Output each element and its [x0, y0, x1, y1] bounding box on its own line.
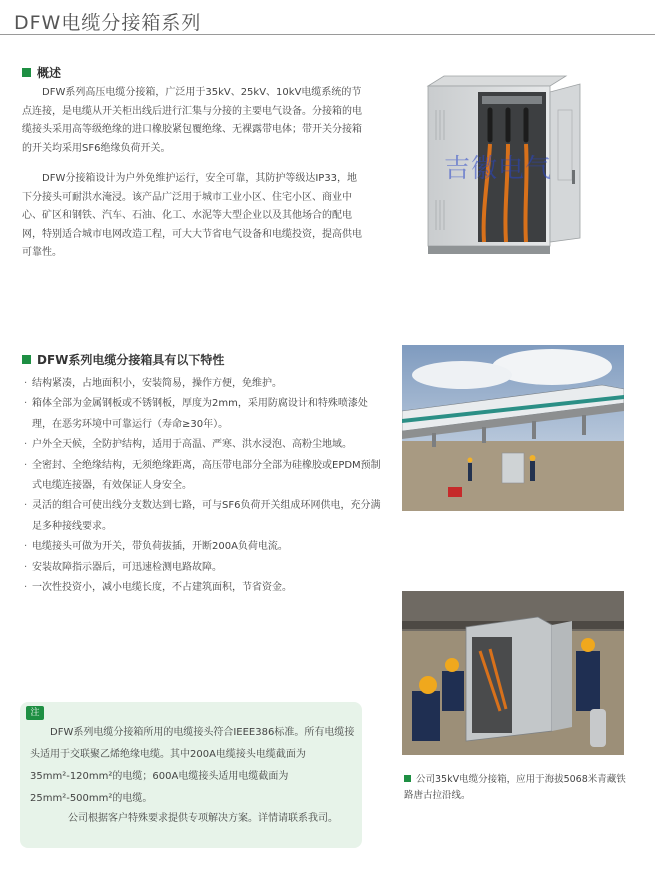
note-paragraph-1: DFW系列电缆分接箱所用的电缆接头符合IEEE386标准。所有电缆接头适用于交联聚乙烯绝缘电缆。其中200A电缆接头电缆截面为35mm²-120mm²的电缆；600A电缆接头适用电缆截面为25mm²-500mm²的电缆。 [30, 727, 355, 804]
feature-item: · 箱体全部为金属钢板或不锈钢板，厚度为2mm，采用防腐设计和特殊喷漆处理，在恶劣环境中可靠运行（寿命≥30年）。 [24, 394, 384, 435]
caption-square-icon [404, 775, 411, 782]
section-square-icon [22, 355, 31, 364]
overview-heading-text: 概述 [37, 66, 62, 80]
note-paragraph-2: 公司根据客户特殊要求提供专项解决方案。详情请联系我司。 [68, 813, 338, 824]
caption-text: 公司35kV电缆分接箱，应用于海拔5068米青藏铁路唐古拉沿线。 [404, 774, 626, 801]
photo-caption [404, 772, 634, 804]
features-heading [22, 351, 224, 368]
feature-item: · 灵活的组合可使出线分支数达到七路，可与SF6负荷开关组成环网供电，充分满足多种接线要求。 [24, 496, 384, 537]
note-box [20, 702, 362, 848]
note-tag: 注 [26, 706, 44, 720]
page-title: DFW电缆分接箱系列 [14, 12, 202, 34]
feature-item: · 结构紧凑，占地面积小，安装简易，操作方便，免维护。 [24, 374, 384, 394]
watermark-text: 吉徽电气 [444, 154, 553, 184]
overview-paragraph-2: DFW分接箱设计为户外免维护运行，安全可靠，其防护等级达IP33，地下分接头可耐洪水淹浸。该产品广泛用于城市工业小区、住宅小区、商业中心、矿区和钢铁、汽车、石油、化工、水泥等大型企业以及其他场合的配电网，特别适合城市电网改造工程，可大大节省电气设备和电缆投资，提高供电可靠性。 [22, 173, 362, 258]
railway-site-illustration [402, 345, 624, 511]
feature-item: · 安装故障指示器后，可迅速检测电路故障。 [24, 558, 384, 578]
title-divider [0, 34, 655, 35]
feature-list [24, 374, 384, 598]
railway-site-photo [402, 345, 624, 511]
feature-item: · 电缆接头可做为开关，带负荷拔插，开断200A负荷电流。 [24, 537, 384, 557]
overview-paragraph-1: DFW系列高压电缆分接箱，广泛用于35kV、25kV、10kV电缆系统的节点连接，是电缆从开关柜出线后进行汇集与分接的主要电气设备。分接箱的电缆接头采用高等级绝缘的进口橡胶紧包覆绝缘、无裸露带电体；带开关分接箱的开关均采用SF6绝缘负荷开关。 [22, 87, 362, 154]
installation-photo [402, 591, 624, 755]
feature-item: · 全密封、全绝缘结构，无须绝缘距离，高压带电部分全部为硅橡胶或EPDM预制式电缆连接器，有效保证人身安全。 [24, 456, 384, 497]
section-square-icon [22, 68, 31, 77]
features-heading-text: DFW系列电缆分接箱具有以下特性 [37, 353, 225, 367]
overview-heading [22, 64, 61, 81]
feature-item: · 户外全天候，全防护结构，适用于高温、严寒、洪水浸泡、高粉尘地域。 [24, 435, 384, 455]
installation-illustration [402, 591, 624, 755]
feature-item: · 一次性投资小，减小电缆长度，不占建筑面积，节省资金。 [24, 578, 384, 598]
